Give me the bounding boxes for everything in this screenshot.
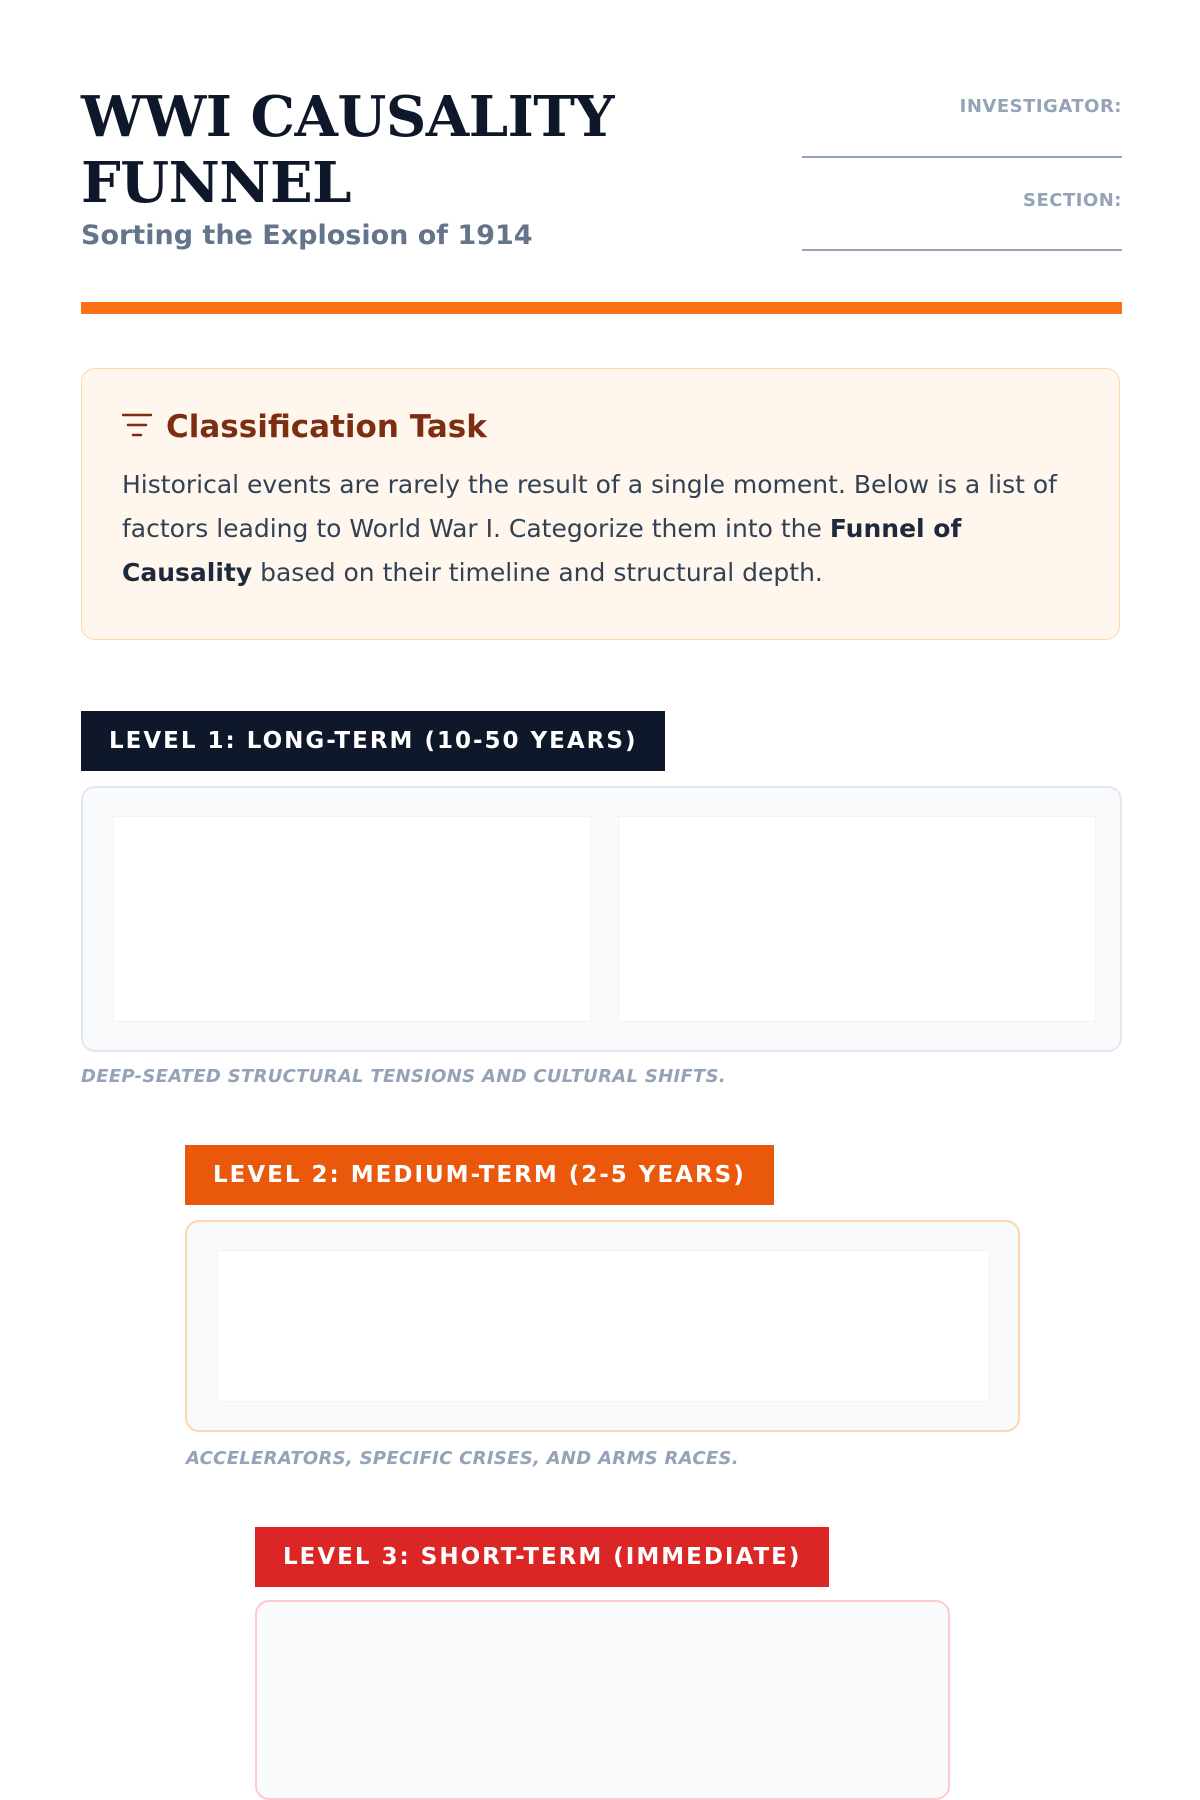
level-2-tag: LEVEL 2: MEDIUM-TERM (2-5 YEARS): [185, 1145, 774, 1205]
task-title: Classification Task: [166, 409, 487, 445]
page-subtitle: Sorting the Explosion of 1914: [81, 220, 533, 251]
section-field[interactable]: [802, 249, 1122, 251]
task-text-part: Historical events are rarely the result of a single moment. Below is a list of factors leading to World War I. Categorize them into the: [122, 470, 1057, 543]
page-title: WWI CAUSALITY FUNNEL: [81, 84, 614, 216]
task-heading: [122, 409, 1079, 445]
level-1-slot-left[interactable]: [113, 816, 591, 1022]
filter-icon: [122, 412, 152, 443]
level-1-tag: LEVEL 1: LONG-TERM (10-50 YEARS): [81, 711, 665, 771]
level-1-drop-zone[interactable]: [81, 786, 1122, 1052]
level-2-drop-zone[interactable]: [185, 1220, 1020, 1432]
level-1-slot-right[interactable]: [618, 816, 1096, 1022]
level-3-drop-zone[interactable]: [255, 1600, 950, 1800]
level-1-caption: DEEP-SEATED STRUCTURAL TENSIONS AND CULTURAL SHIFTS.: [81, 1066, 727, 1087]
task-text-part: based on their timeline and structural depth.: [252, 558, 823, 587]
level-2-slot[interactable]: [217, 1250, 990, 1402]
worksheet-header: [81, 84, 1122, 314]
classification-task-box: [81, 368, 1120, 640]
task-instructions: [122, 463, 1079, 595]
investigator-label: INVESTIGATOR:: [959, 96, 1122, 117]
header-divider: [81, 302, 1122, 314]
task-text-emphasis: Funnel of Causality: [122, 514, 962, 587]
level-3-tag: LEVEL 3: SHORT-TERM (IMMEDIATE): [255, 1527, 829, 1587]
level-2-caption: ACCELERATORS, SPECIFIC CRISES, AND ARMS RACES.: [186, 1448, 739, 1469]
investigator-field[interactable]: [802, 156, 1122, 158]
section-label: SECTION:: [1022, 190, 1122, 211]
